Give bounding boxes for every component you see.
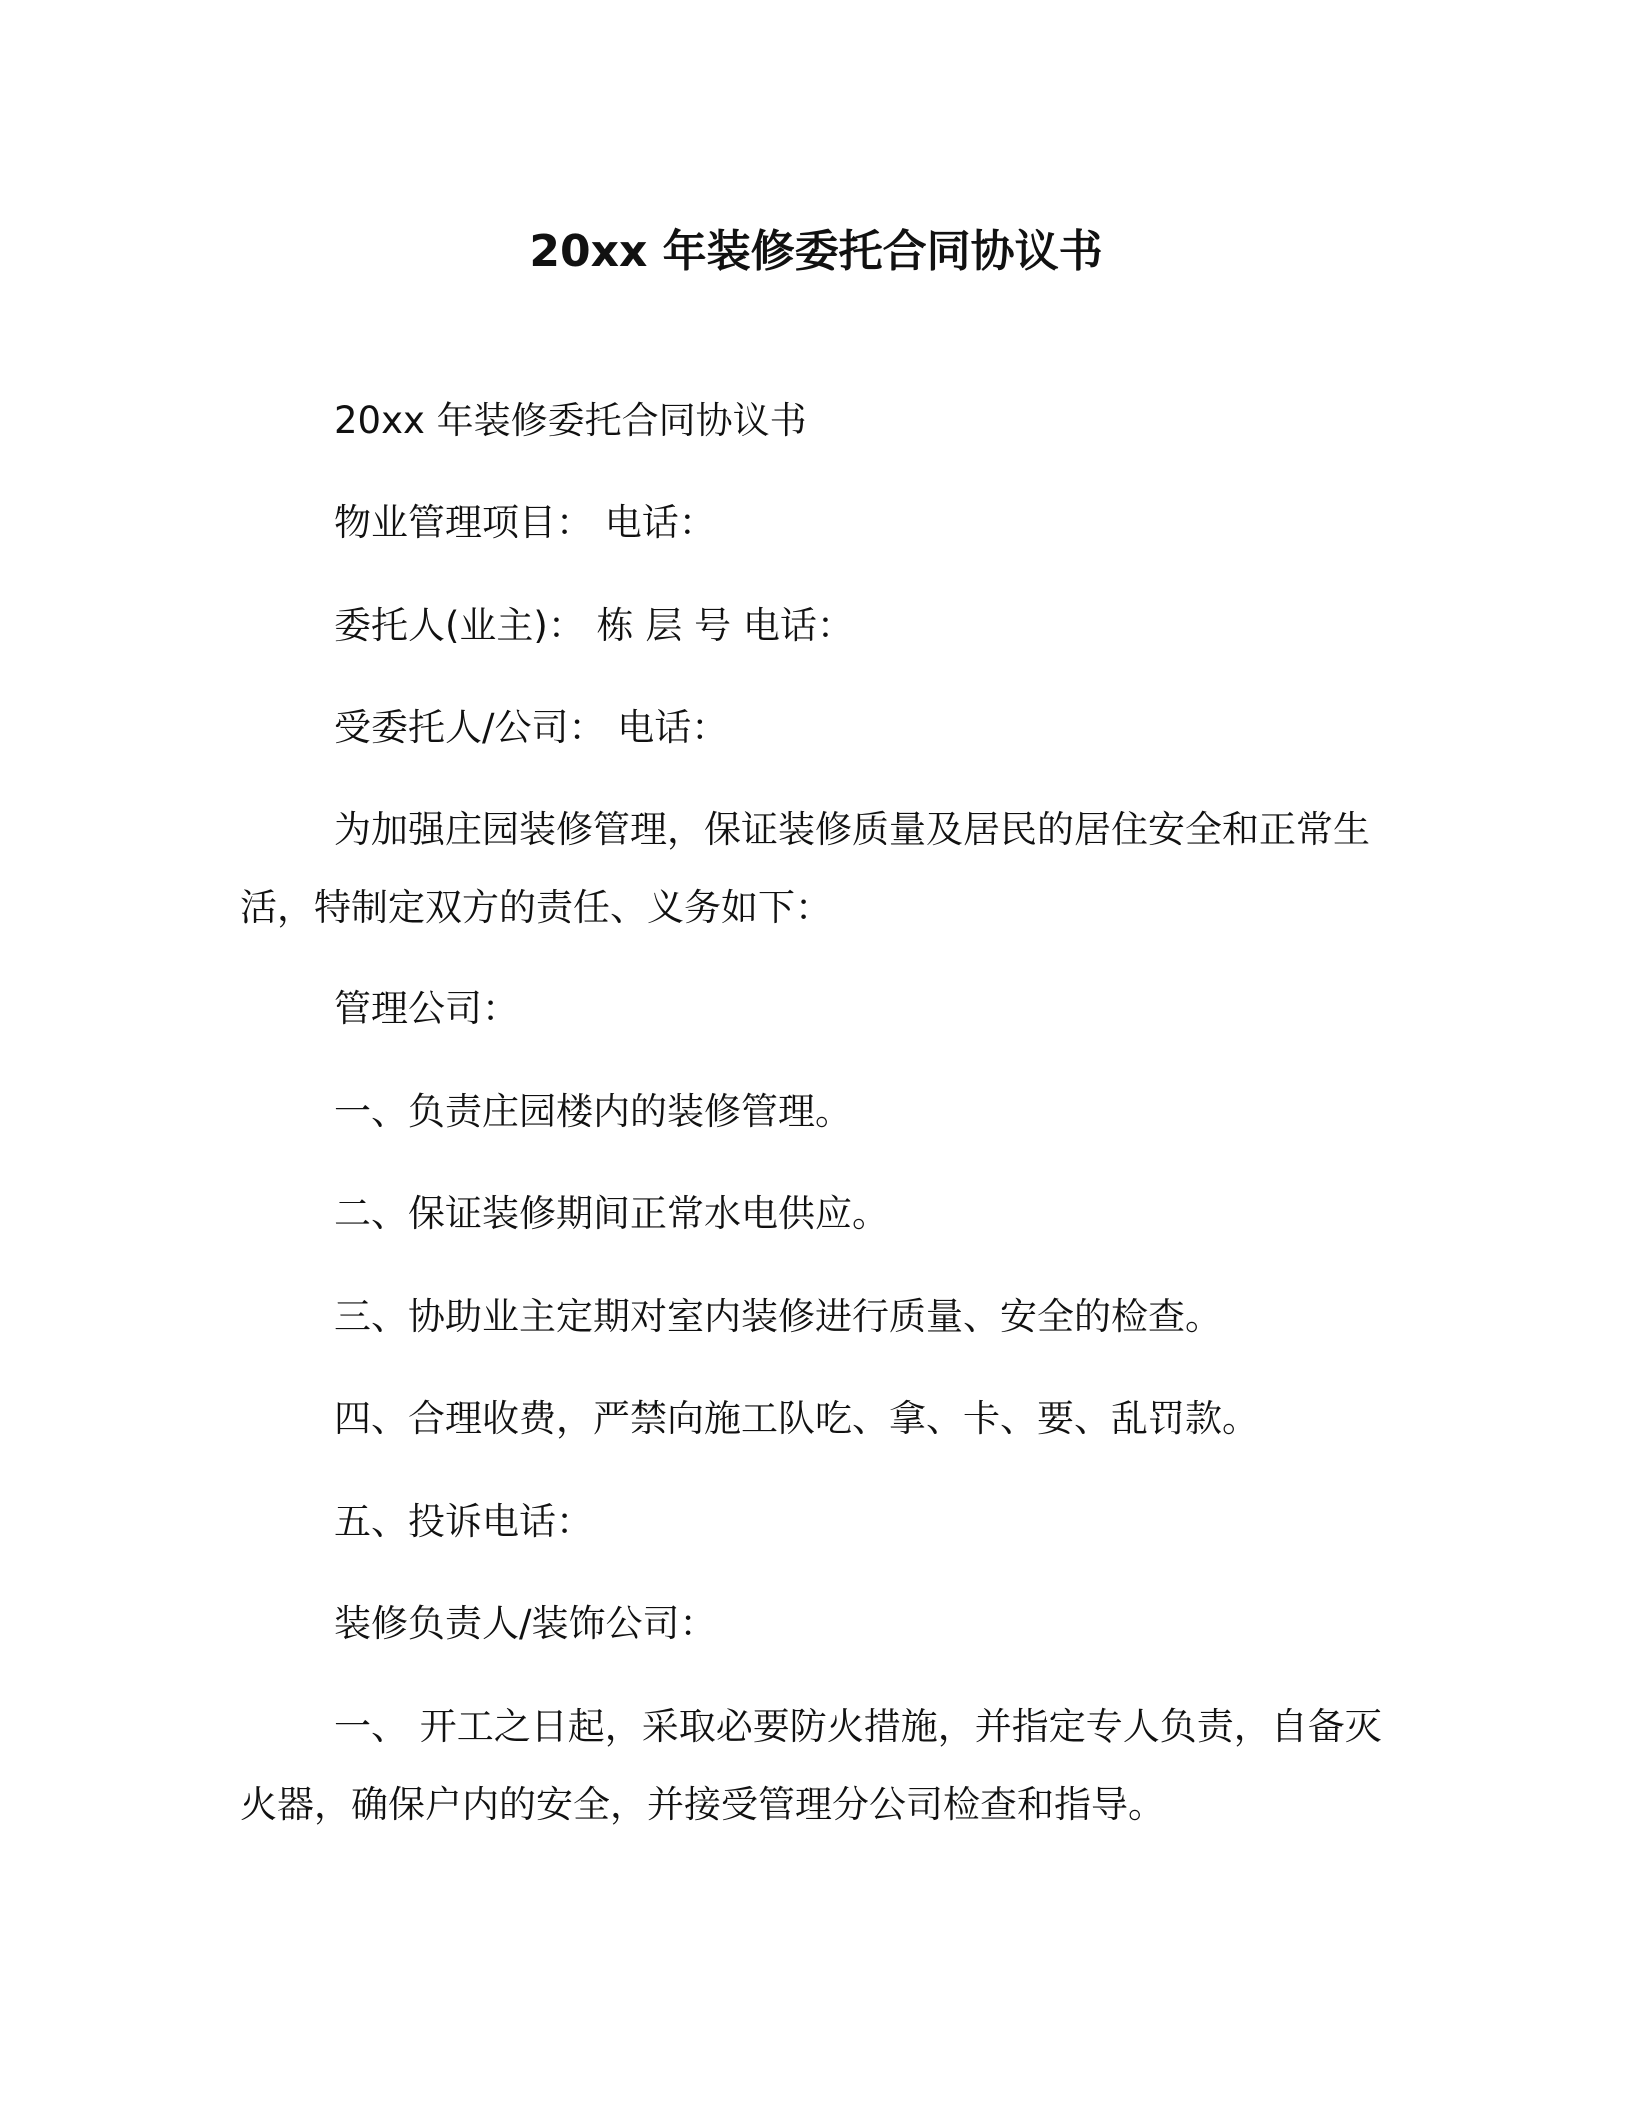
paragraph-management-item-1: 一、负责庄园楼内的装修管理。 bbox=[334, 1090, 852, 1133]
paragraph-management-item-5: 五、投诉电话： bbox=[334, 1500, 593, 1543]
paragraph-subtitle: 20xx 年装修委托合同协议书 bbox=[334, 399, 807, 442]
document-title: 20xx 年装修委托合同协议书 bbox=[529, 226, 1103, 277]
paragraph-contractor-heading: 装修负责人/装饰公司： bbox=[334, 1602, 717, 1645]
paragraph-management-item-4: 四、合理收费，严禁向施工队吃、拿、卡、要、乱罚款。 bbox=[334, 1397, 1259, 1440]
paragraph-management-item-2: 二、保证装修期间正常水电供应。 bbox=[334, 1192, 889, 1235]
paragraph-intro: 为加强庄园装修管理，保证装修质量及居民的居住安全和正常生活，特制定双方的责任、义务如下： bbox=[240, 808, 1370, 929]
paragraph-management-item-3: 三、协助业主定期对室内装修进行质量、安全的检查。 bbox=[334, 1295, 1222, 1338]
paragraph-contractor-item-1: 一、 开工之日起，采取必要防火措施，并指定专人负责，自备灭火器，确保户内的安全，并接受管理分公司检查和指导。 bbox=[240, 1705, 1382, 1826]
paragraph-contractor: 受委托人/公司： 电话： bbox=[334, 706, 729, 749]
paragraph-property-project: 物业管理项目： 电话： bbox=[334, 501, 716, 544]
paragraph-client: 委托人(业主)： 栋 层 号 电话： bbox=[334, 604, 854, 647]
paragraph-management-heading: 管理公司： bbox=[334, 987, 519, 1030]
